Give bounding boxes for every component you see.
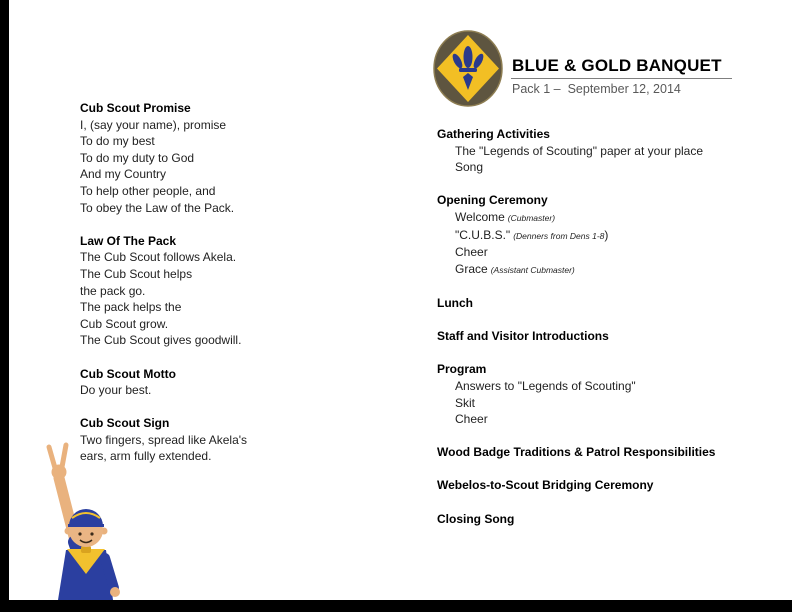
section-heading: Gathering Activities bbox=[437, 127, 550, 141]
text-line: The Cub Scout helps bbox=[80, 266, 193, 281]
agenda-item: Answers to "Legends of Scouting" bbox=[455, 378, 636, 393]
text-line: And my Country bbox=[80, 167, 167, 182]
page-title: BLUE & GOLD BANQUET bbox=[512, 56, 722, 75]
section-cub-scout-motto bbox=[80, 366, 390, 399]
agenda-item-text: "C.U.B.S." bbox=[455, 227, 511, 242]
section-wood-badge-traditions bbox=[437, 444, 777, 461]
section-items bbox=[437, 378, 777, 428]
cub-scout-emblem-icon bbox=[433, 30, 503, 107]
text-line: The Cub Scout gives goodwill. bbox=[80, 333, 242, 348]
section-webelos-bridging-ceremony bbox=[437, 477, 777, 494]
section-heading: Staff and Visitor Introductions bbox=[437, 329, 609, 344]
section-closing-song bbox=[437, 511, 777, 528]
section-opening-ceremony bbox=[437, 192, 777, 278]
agenda-item bbox=[455, 227, 777, 245]
text-line: ears, arm fully extended. bbox=[80, 449, 212, 464]
section-heading: Opening Ceremony bbox=[437, 193, 548, 208]
agenda-item-note: (Assistant Cubmaster) bbox=[490, 264, 575, 275]
agenda-item: The "Legends of Scouting" paper at your place bbox=[455, 143, 704, 158]
text-line: the pack go. bbox=[80, 283, 146, 298]
agenda-item-note: (Denners from Dens 1-8 bbox=[513, 230, 605, 241]
section-heading: Program bbox=[437, 362, 487, 377]
section-heading: Lunch bbox=[437, 295, 473, 310]
pack-and-date-subtitle: Pack 1 – September 12, 2014 bbox=[512, 82, 681, 96]
cub-scout-mascot-image bbox=[28, 438, 123, 600]
section-heading: Cub Scout Promise bbox=[80, 101, 191, 115]
agenda-item: Song bbox=[455, 160, 484, 175]
text-line: The pack helps the bbox=[80, 300, 182, 315]
section-heading: Closing Song bbox=[437, 511, 515, 526]
section-law-of-the-pack bbox=[80, 233, 390, 349]
text-line: To help other people, and bbox=[80, 183, 216, 198]
section-staff-and-visitor-introductions bbox=[437, 328, 777, 345]
section-gathering-activities bbox=[437, 126, 777, 176]
title-divider bbox=[511, 78, 732, 79]
agenda-column bbox=[437, 126, 777, 544]
agenda-item-text: Welcome bbox=[455, 209, 505, 224]
text-line: To do my duty to God bbox=[80, 150, 195, 165]
text-line: Two fingers, spread like Akela's bbox=[80, 432, 248, 447]
text-line: Cub Scout grow. bbox=[80, 316, 169, 331]
text-line: To obey the Law of the Pack. bbox=[80, 200, 235, 215]
section-heading: Cub Scout Motto bbox=[80, 366, 176, 381]
section-heading: Cub Scout Sign bbox=[80, 416, 170, 431]
section-heading: Webelos-to-Scout Bridging Ceremony bbox=[437, 478, 654, 493]
agenda-item-note: (Cubmaster) bbox=[507, 212, 556, 223]
section-heading: Wood Badge Traditions & Patrol Responsibilities bbox=[437, 445, 716, 460]
section-items bbox=[437, 209, 777, 278]
left-frame-bar bbox=[0, 0, 9, 612]
section-cub-scout-sign bbox=[80, 415, 390, 465]
agenda-item: Cheer bbox=[455, 412, 488, 427]
agenda-item bbox=[455, 261, 777, 279]
text-line: Do your best. bbox=[80, 383, 152, 398]
agenda-item-text: Grace bbox=[455, 261, 488, 276]
section-items bbox=[437, 143, 777, 176]
section-program bbox=[437, 361, 777, 427]
section-heading: Law Of The Pack bbox=[80, 233, 177, 248]
agenda-item: Cheer bbox=[455, 245, 488, 260]
text-line: The Cub Scout follows Akela. bbox=[80, 250, 237, 265]
agenda-item-note-suffix: ) bbox=[604, 227, 609, 242]
agenda-item bbox=[455, 209, 777, 227]
section-lunch bbox=[437, 295, 777, 312]
agenda-item: Skit bbox=[455, 395, 476, 410]
left-column bbox=[80, 100, 390, 482]
section-cub-scout-promise bbox=[80, 100, 390, 216]
bottom-frame-bar bbox=[0, 600, 792, 612]
text-line: To do my best bbox=[80, 134, 155, 149]
text-line: I, (say your name), promise bbox=[80, 117, 227, 132]
